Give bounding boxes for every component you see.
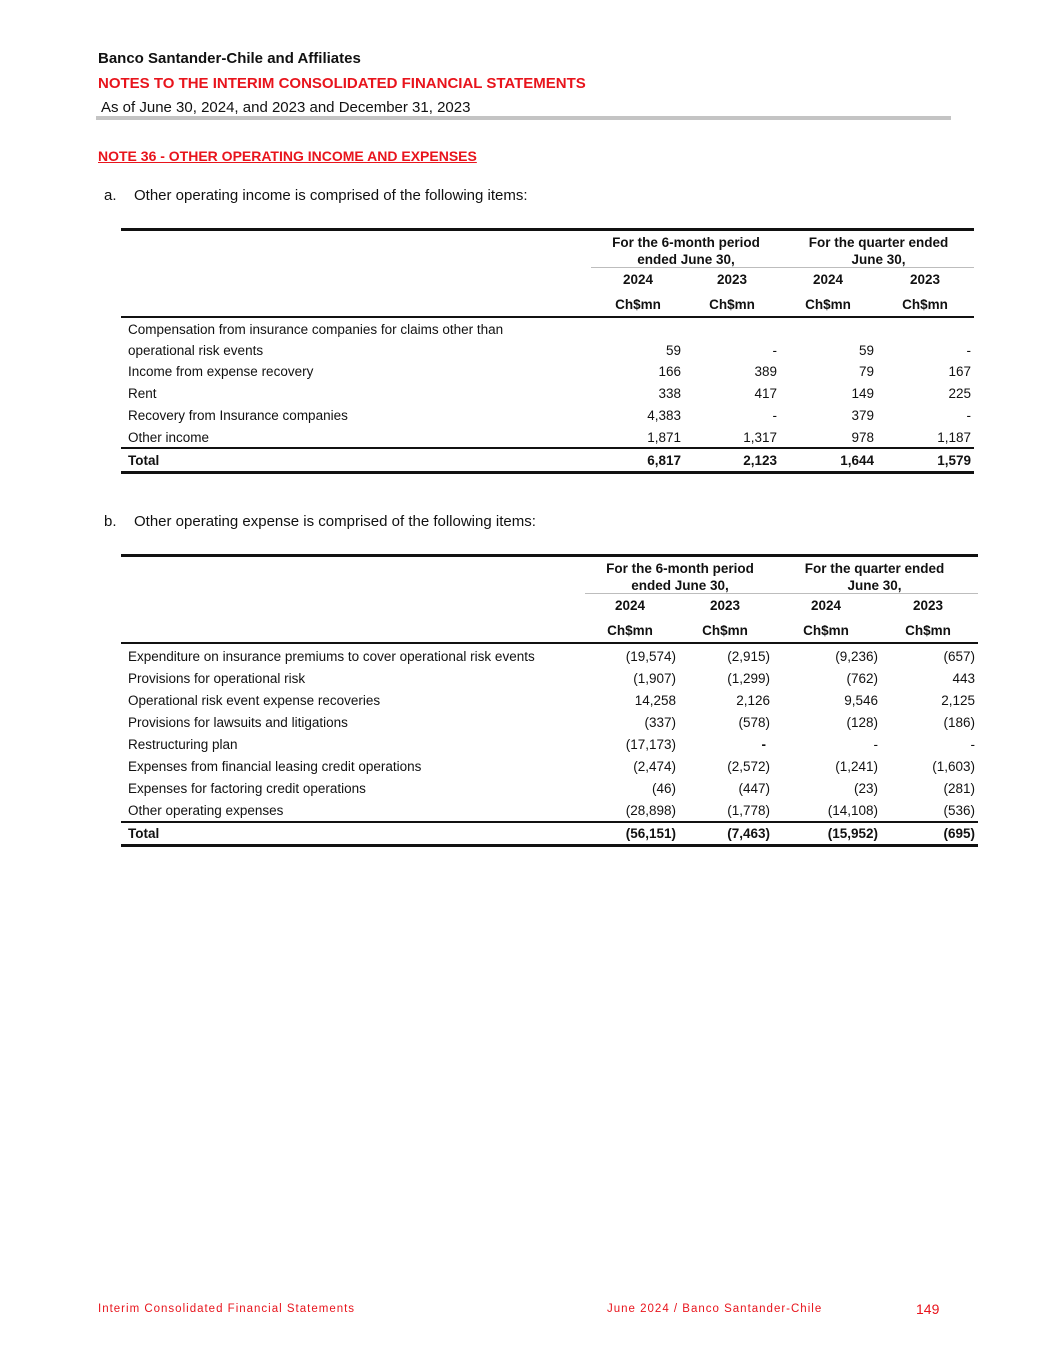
total-value: (695) (943, 826, 975, 841)
footer-period: June 2024 / Banco Santander-Chile (607, 1303, 823, 1315)
cell-value: (1,241) (835, 759, 878, 774)
row-label: Provisions for lawsuits and litigations (128, 715, 348, 730)
cell-value: 443 (952, 671, 975, 686)
total-value: (56,151) (625, 826, 676, 841)
cell-value: (23) (853, 781, 878, 796)
cell-value: - (966, 343, 971, 358)
footer-document-title: Interim Consolidated Financial Statements (98, 1303, 356, 1315)
group-quarter: For the quarter ended June 30, (804, 561, 945, 593)
total-value: (15,952) (827, 826, 878, 841)
cell-value: 167 (948, 364, 971, 379)
table-top-rule (121, 554, 978, 557)
col-unit: Ch$mn (905, 623, 951, 638)
cell-value: (762) (846, 671, 878, 686)
note-title: NOTE 36 - OTHER OPERATING INCOME AND EXPENSES (98, 148, 477, 164)
cell-value: (1,299) (727, 671, 770, 686)
row-label: Operational risk event expense recoveries (128, 693, 381, 708)
table-row (121, 406, 974, 428)
cell-value: (28,898) (625, 803, 676, 818)
cell-value: 2,125 (941, 693, 975, 708)
cell-value: (337) (644, 715, 676, 730)
cell-value: (281) (943, 781, 975, 796)
cell-value: 4,383 (647, 408, 681, 423)
col-year: 2023 (912, 598, 944, 613)
income-letter: a. (104, 187, 117, 204)
col-year: 2023 (716, 272, 748, 287)
header-divider (96, 116, 951, 120)
cell-value: 59 (858, 343, 874, 358)
cell-value: (186) (943, 715, 975, 730)
cell-value: 59 (665, 343, 681, 358)
cell-value: 978 (851, 430, 874, 445)
page-number: 149 (916, 1301, 940, 1317)
cell-value: (657) (943, 649, 975, 664)
col-unit: Ch$mn (709, 297, 755, 312)
notes-title: NOTES TO THE INTERIM CONSOLIDATED FINANCIAL STATEMENTS (98, 75, 586, 92)
cell-value: (2,915) (727, 649, 770, 664)
cell-value: - (761, 737, 766, 752)
group-rule (585, 593, 978, 594)
total-rule (121, 821, 978, 823)
row-label: Restructuring plan (128, 737, 238, 752)
group-rule (591, 267, 974, 268)
total-label: Total (128, 826, 160, 841)
table-row (121, 669, 978, 691)
group-quarter: For the quarter ended June 30, (808, 235, 949, 267)
row-label: Recovery from Insurance companies (128, 408, 348, 423)
table-bottom-rule (121, 471, 974, 474)
col-year: 2023 (709, 598, 741, 613)
table-top-rule (121, 228, 974, 231)
total-rule (121, 447, 974, 449)
col-unit: Ch$mn (902, 297, 948, 312)
row-label: Expenses from financial leasing credit operations (128, 759, 422, 774)
row-label: Expenses for factoring credit operations (128, 781, 366, 796)
as-of-date: As of June 30, 2024, and 2023 and December 31, 2023 (101, 99, 471, 116)
cell-value: 1,317 (743, 430, 777, 445)
table-row (121, 691, 978, 713)
row-label: Expenditure on insurance premiums to cover operational risk events (128, 649, 535, 664)
row-label: operational risk events (128, 343, 264, 358)
cell-value: - (966, 408, 971, 423)
cell-value: - (772, 343, 777, 358)
cell-value: 225 (948, 386, 971, 401)
cell-value: (447) (738, 781, 770, 796)
col-year: 2024 (812, 272, 844, 287)
group-6-month: For the 6-month period ended June 30, (606, 561, 754, 593)
income-intro-text: Other operating income is comprised of the following items: (134, 187, 528, 204)
total-value: (7,463) (727, 826, 770, 841)
total-row (121, 451, 974, 473)
cell-value: (578) (738, 715, 770, 730)
row-label: Rent (128, 386, 157, 401)
cell-value: (1,603) (932, 759, 975, 774)
cell-value: 1,871 (647, 430, 681, 445)
col-year: 2023 (909, 272, 941, 287)
cell-value: - (772, 408, 777, 423)
cell-value: (2,474) (633, 759, 676, 774)
cell-value: (46) (651, 781, 676, 796)
header-rule (121, 316, 974, 318)
cell-value: (19,574) (625, 649, 676, 664)
cell-value: 9,546 (844, 693, 878, 708)
cell-value: 389 (754, 364, 777, 379)
expense-letter: b. (104, 513, 117, 530)
row-label-line1: Compensation from insurance companies for claims other than (128, 322, 504, 337)
row-label: Other income (128, 430, 210, 445)
cell-value: (536) (943, 803, 975, 818)
col-unit: Ch$mn (803, 623, 849, 638)
col-year: 2024 (810, 598, 842, 613)
table-row (121, 713, 978, 735)
expense-intro (104, 513, 536, 530)
total-value: 6,817 (647, 453, 681, 468)
row-label: Provisions for operational risk (128, 671, 306, 686)
total-value: 1,644 (840, 453, 874, 468)
table-row (121, 384, 974, 406)
cell-value: - (873, 737, 878, 752)
row-label: Income from expense recovery (128, 364, 314, 379)
cell-value: 149 (851, 386, 874, 401)
income-intro (104, 187, 528, 204)
cell-value: 2,126 (736, 693, 770, 708)
table-row (121, 647, 978, 669)
cell-value: 379 (851, 408, 874, 423)
cell-value: 338 (658, 386, 681, 401)
cell-value: 79 (858, 364, 874, 379)
table-row (121, 735, 978, 757)
expense-table (121, 554, 978, 850)
table-row (121, 801, 978, 823)
cell-value: (9,236) (835, 649, 878, 664)
col-year: 2024 (622, 272, 654, 287)
total-value: 1,579 (937, 453, 971, 468)
total-row (121, 824, 978, 846)
cell-value: - (970, 737, 975, 752)
total-value: 2,123 (743, 453, 777, 468)
col-unit: Ch$mn (607, 623, 653, 638)
cell-value: (17,173) (625, 737, 676, 752)
row-label: Other operating expenses (128, 803, 284, 818)
cell-value: (1,778) (727, 803, 770, 818)
cell-value: (128) (846, 715, 878, 730)
cell-value: (2,572) (727, 759, 770, 774)
table-row (121, 362, 974, 384)
group-6-month: For the 6-month period ended June 30, (612, 235, 760, 267)
table-bottom-rule (121, 844, 978, 847)
table-row (121, 320, 974, 362)
cell-value: 14,258 (634, 693, 676, 708)
cell-value: 417 (754, 386, 777, 401)
expense-intro-text: Other operating expense is comprised of the following items: (134, 513, 536, 530)
income-table (121, 228, 974, 476)
cell-value: (14,108) (827, 803, 878, 818)
cell-value: 166 (658, 364, 681, 379)
cell-value: 1,187 (937, 430, 971, 445)
col-unit: Ch$mn (805, 297, 851, 312)
col-year: 2024 (614, 598, 646, 613)
table-row (121, 779, 978, 801)
table-row (121, 757, 978, 779)
company-name: Banco Santander-Chile and Affiliates (98, 50, 361, 67)
cell-value: (1,907) (633, 671, 676, 686)
col-unit: Ch$mn (615, 297, 661, 312)
header-rule (121, 642, 978, 644)
col-unit: Ch$mn (702, 623, 748, 638)
total-label: Total (128, 453, 160, 468)
